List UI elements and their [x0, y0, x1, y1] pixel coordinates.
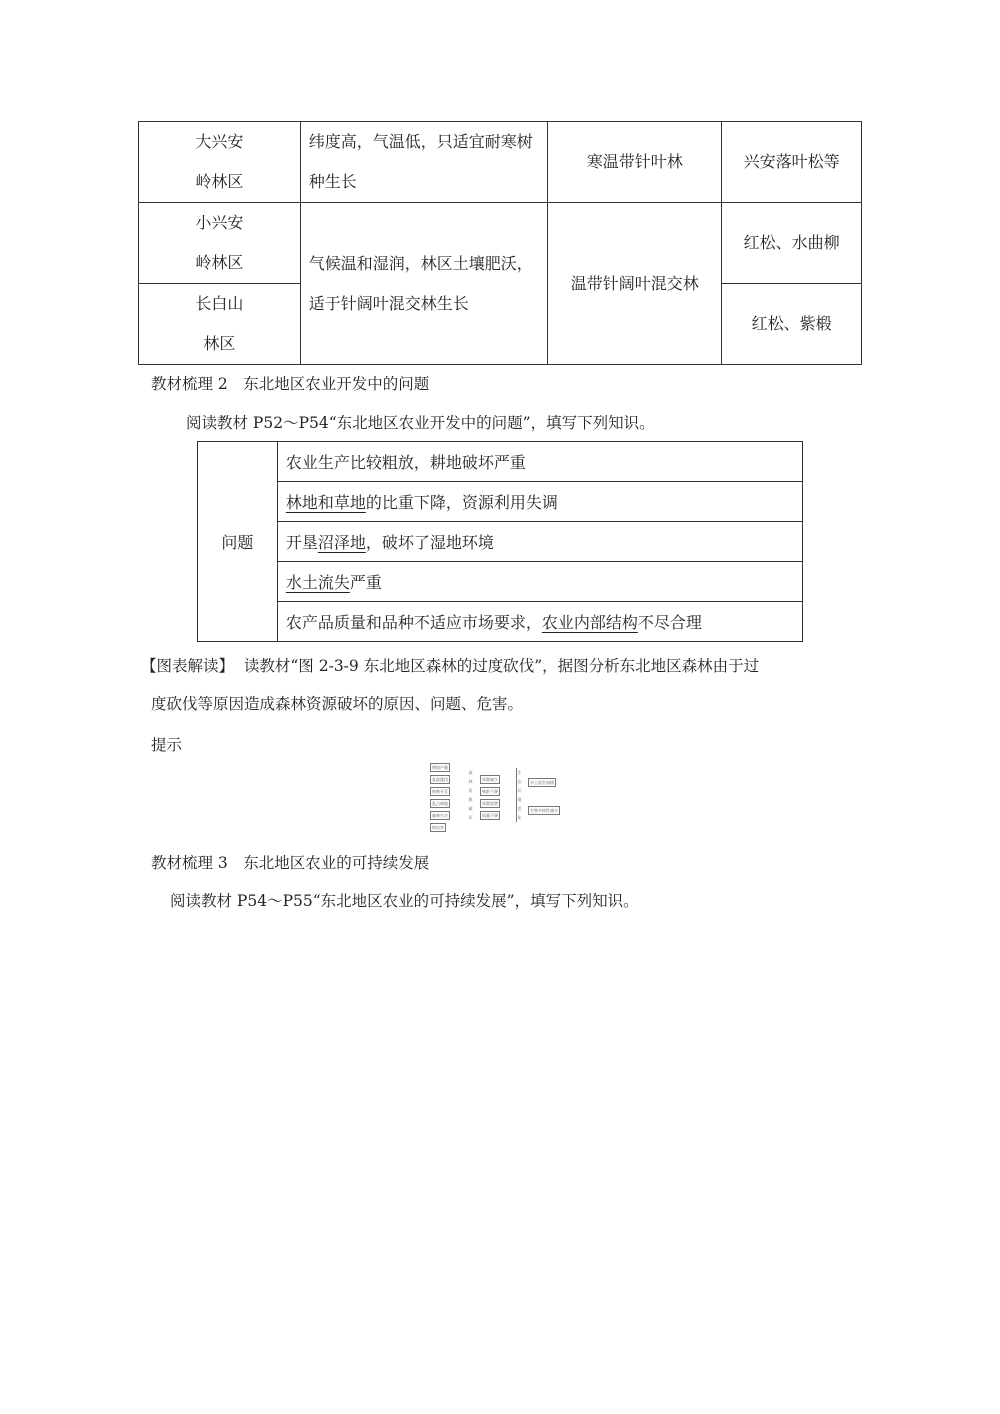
- forest-type-cell: 寒温带针叶林: [548, 122, 722, 203]
- cause-box: 乱砍滥伐: [432, 777, 448, 782]
- section3-heading: 教材梳理 3 东北地区农业的可持续发展: [151, 854, 430, 872]
- table-row: [198, 522, 803, 562]
- condition-cell: 气候温和湿润，林区土壤肥沃，适于针阔叶混交林生长: [300, 203, 548, 365]
- hint-label: 提示: [151, 736, 183, 754]
- cause-box: 乱占林地: [432, 801, 448, 806]
- table-row: [198, 602, 803, 642]
- region-cell: 长白山 林区: [139, 284, 301, 365]
- problem-box: 资源减少: [482, 777, 498, 782]
- table-row: [198, 442, 803, 482]
- region-cell: 大兴安 岭林区: [139, 122, 301, 203]
- forest-region-table: [138, 121, 862, 365]
- species-cell: 兴安落叶松等: [722, 122, 862, 203]
- section2-heading: 教材梳理 2 东北地区农业开发中的问题: [151, 375, 430, 393]
- problem-box: 资源浪费: [482, 801, 498, 806]
- cause-box: 增加产量: [432, 765, 448, 770]
- cause-box: 毁林开荒: [432, 789, 448, 794]
- problem-item: 开垦沼泽地，破坏了湿地环境: [277, 522, 802, 562]
- chart-reading-line2: 度砍伐等原因造成森林资源破坏的原因、问题、危害。: [151, 695, 524, 713]
- condition-cell: 纬度高，气温低，只适宜耐寒树种生长: [300, 122, 548, 203]
- effect-label: 生态环境恶化: [517, 770, 522, 820]
- table-row: [198, 482, 803, 522]
- problem-box: 林龄下降: [482, 789, 498, 794]
- result-box: 水土流失加剧: [530, 780, 554, 785]
- problem-item: 农产品质量和品种不适应市场要求，农业内部结构不尽合理: [277, 602, 802, 642]
- species-cell: 红松、紫椴: [722, 284, 862, 365]
- section2-instruction: 阅读教材 P52～P54“东北地区农业开发中的问题”，填写下列知识。: [186, 414, 655, 432]
- problem-box: 质量下降: [482, 813, 498, 818]
- chart-reading-label: 【图表解读】: [141, 657, 235, 675]
- forest-type-cell: 温带针阔叶混交林: [548, 203, 722, 365]
- table-row: [198, 562, 803, 602]
- problem-item: 农业生产比较粗放，耕地破坏严重: [277, 442, 802, 482]
- problems-table: [197, 441, 803, 642]
- region-cell: 小兴安 岭林区: [139, 203, 301, 284]
- cause-box: 病虫害: [432, 825, 444, 830]
- problems-label-cell: 问题: [198, 442, 278, 642]
- section3-instruction: 阅读教材 P54～P55“东北地区农业的可持续发展”，填写下列知识。: [170, 892, 639, 910]
- cause-box: 森林火灾: [432, 813, 448, 818]
- table-row: [139, 122, 862, 203]
- forest-destruction-diagram: [428, 762, 582, 834]
- table-row: [139, 203, 862, 284]
- species-cell: 红松、水曲柳: [722, 203, 862, 284]
- chart-reading-line1: 【图表解读】 读教材“图 2-3-9 东北地区森林的过度砍伐”，据图分析东北地区森林由于过: [141, 657, 760, 675]
- result-box: 生物多样性减少: [530, 808, 558, 813]
- problem-item: 水土流失严重: [277, 562, 802, 602]
- middle-label: 森林资源破坏: [468, 770, 473, 820]
- problem-item: 林地和草地的比重下降，资源利用失调: [277, 482, 802, 522]
